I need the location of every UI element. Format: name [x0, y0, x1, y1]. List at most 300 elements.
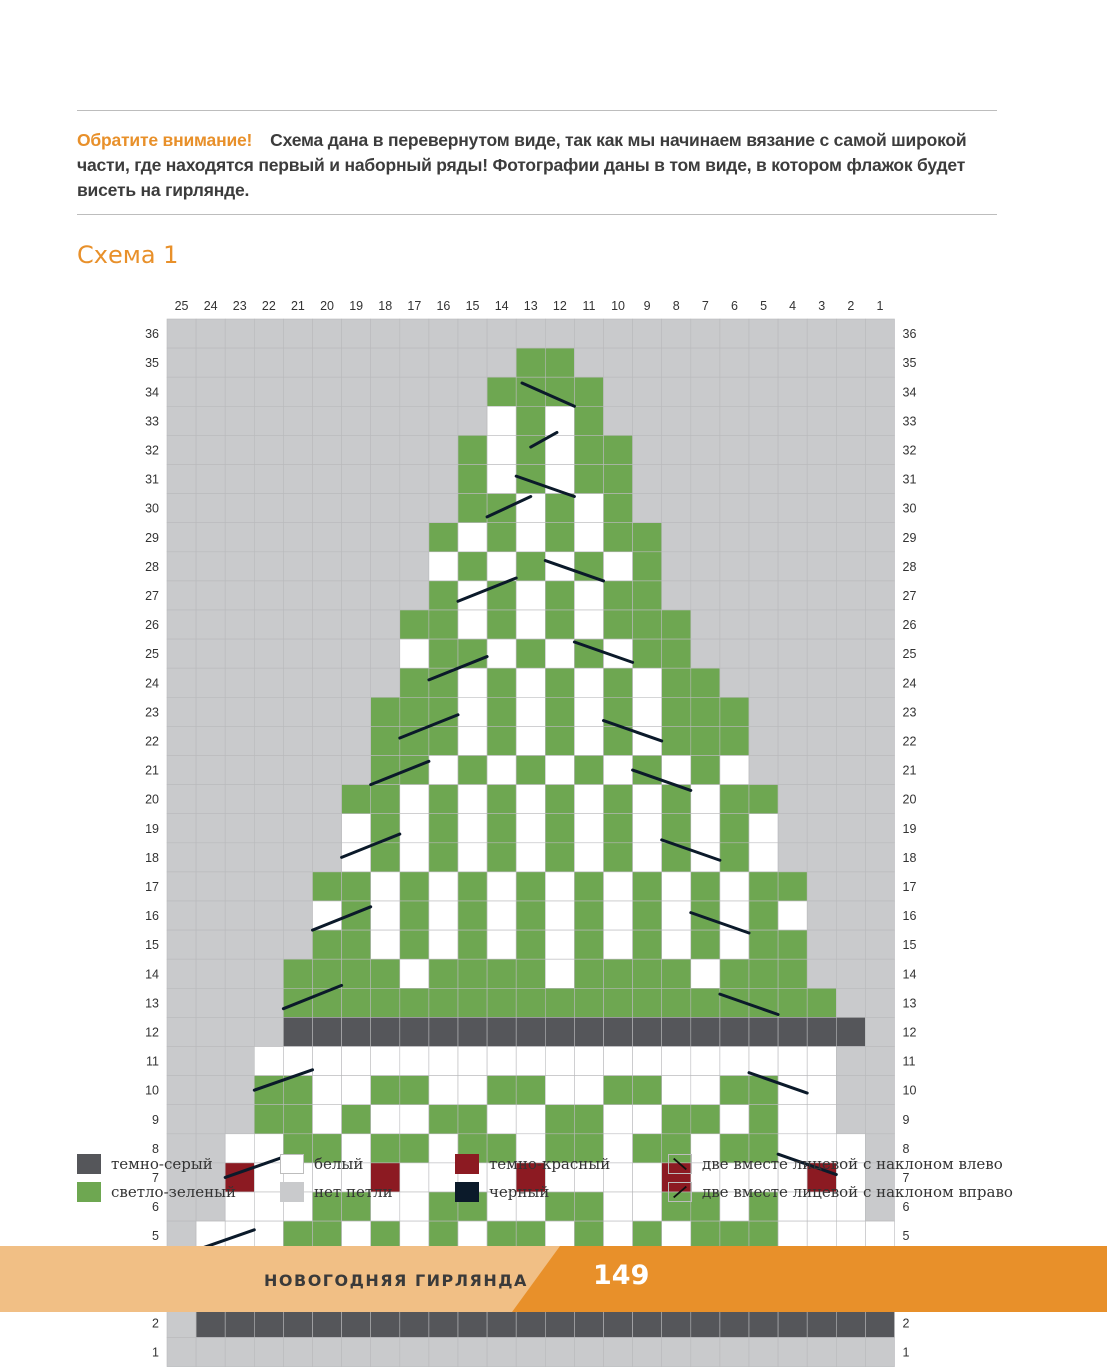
row-label: 35 [145, 356, 159, 371]
chart-cell [633, 785, 662, 814]
chart-cell [545, 348, 574, 377]
row-label: 25 [145, 647, 159, 662]
chart-cell [836, 988, 865, 1017]
chart-cell [487, 1047, 516, 1076]
chart-cell [487, 523, 516, 552]
chart-cell [487, 1308, 516, 1337]
chart-cell [342, 1017, 371, 1046]
chart-cell [691, 377, 720, 406]
row-label: 34 [902, 385, 917, 400]
column-label: 17 [407, 299, 422, 313]
chart-cell [604, 1076, 633, 1105]
dec-right-icon [668, 1182, 692, 1202]
chart-cell [865, 1017, 894, 1046]
chart-cell [778, 872, 807, 901]
chart-cell [225, 552, 254, 581]
chart-cell [836, 435, 865, 464]
chart-cell [371, 726, 400, 755]
chart-cell [633, 843, 662, 872]
chart-cell [662, 872, 691, 901]
chart-cell [749, 552, 778, 581]
chart-cell [254, 1047, 283, 1076]
chart-cell [545, 814, 574, 843]
chart-cell [604, 319, 633, 348]
chart-cell [167, 901, 196, 930]
column-label: 11 [582, 299, 596, 313]
chart-cell [574, 1047, 603, 1076]
chart-cell [545, 843, 574, 872]
row-label: 16 [145, 909, 159, 924]
chart-cell [865, 1308, 894, 1337]
chart-cell [807, 988, 836, 1017]
chart-cell [342, 639, 371, 668]
chart-cell [604, 1047, 633, 1076]
chart-cell [458, 785, 487, 814]
chart-cell [865, 465, 894, 494]
chart-cell [749, 639, 778, 668]
chart-cell [196, 1308, 225, 1337]
chart-cell [720, 872, 749, 901]
chart-cell [167, 348, 196, 377]
chart-cell [167, 1047, 196, 1076]
chart-cell [487, 435, 516, 464]
chart-cell [749, 843, 778, 872]
chart-cell [865, 1338, 894, 1367]
chart-cell [225, 465, 254, 494]
legend-label: темно-красный [489, 1155, 611, 1173]
chart-cell [778, 726, 807, 755]
chart-cell [283, 1105, 312, 1134]
chart-cell [604, 785, 633, 814]
chart-cell [167, 610, 196, 639]
chart-cell [167, 377, 196, 406]
row-label: 9 [902, 1112, 910, 1127]
chart-cell [254, 435, 283, 464]
chart-cell [254, 756, 283, 785]
chart-cell [691, 959, 720, 988]
chart-cell [633, 814, 662, 843]
chart-cell [749, 872, 778, 901]
chart-cell [574, 872, 603, 901]
chart-cell [429, 872, 458, 901]
chart-cell [458, 843, 487, 872]
chart-cell [487, 377, 516, 406]
chart-cell [865, 959, 894, 988]
chart-cell [342, 1338, 371, 1367]
chart-cell [836, 610, 865, 639]
chart-cell [516, 1047, 545, 1076]
chart-cell [778, 435, 807, 464]
chart-cell [545, 1105, 574, 1134]
row-label: 10 [902, 1083, 917, 1098]
chart-cell [429, 785, 458, 814]
chart-cell [604, 552, 633, 581]
chart-cell [313, 843, 342, 872]
chart-cell [313, 639, 342, 668]
chart-cell [225, 348, 254, 377]
chart-cell [778, 1047, 807, 1076]
chart-cell [371, 610, 400, 639]
chart-cell [196, 785, 225, 814]
chart-cell [778, 901, 807, 930]
chart-cell [313, 465, 342, 494]
chart-cell [342, 610, 371, 639]
chart-cell [574, 785, 603, 814]
chart-cell [662, 930, 691, 959]
column-label: 14 [494, 299, 509, 313]
chart-cell [196, 465, 225, 494]
chart-cell [574, 1308, 603, 1337]
chart-cell [604, 959, 633, 988]
chart-cell [836, 552, 865, 581]
chart-cell [458, 1047, 487, 1076]
chart-cell [458, 1308, 487, 1337]
chart-cell [691, 756, 720, 785]
chart-cell [604, 872, 633, 901]
row-label: 28 [145, 559, 159, 574]
chart-cell [778, 319, 807, 348]
chart-cell [429, 406, 458, 435]
chart-cell [516, 697, 545, 726]
chart-cell [633, 959, 662, 988]
chart-cell [371, 319, 400, 348]
chart-cell [545, 1338, 574, 1367]
row-label: 15 [145, 938, 159, 953]
chart-cell [865, 639, 894, 668]
chart-cell [662, 610, 691, 639]
chart-cell [283, 668, 312, 697]
chart-cell [487, 348, 516, 377]
chart-cell [545, 435, 574, 464]
chart-cell [400, 348, 429, 377]
top-rule [77, 110, 997, 111]
row-label: 29 [145, 530, 159, 545]
column-label: 10 [611, 299, 626, 313]
chart-cell [342, 552, 371, 581]
chart-cell [487, 465, 516, 494]
chart-cell [342, 581, 371, 610]
chart-cell [662, 377, 691, 406]
chart-cell [225, 494, 254, 523]
chart-cell [371, 668, 400, 697]
chart-cell [807, 959, 836, 988]
chart-cell [254, 348, 283, 377]
chart-cell [691, 610, 720, 639]
column-label: 15 [465, 299, 480, 313]
chart-cell [225, 581, 254, 610]
chart-cell [865, 756, 894, 785]
chart-cell [574, 843, 603, 872]
chart-cell [283, 1308, 312, 1337]
chart-cell [749, 435, 778, 464]
chart-cell [720, 319, 749, 348]
chart-cell [283, 639, 312, 668]
row-label: 13 [145, 996, 159, 1011]
chart-cell [691, 435, 720, 464]
chart-cell [604, 814, 633, 843]
chart-cell [662, 465, 691, 494]
chart-cell [720, 785, 749, 814]
chart-cell [429, 552, 458, 581]
column-label: 12 [552, 299, 567, 313]
chart-cell [604, 435, 633, 464]
chart-cell [487, 726, 516, 755]
chart-cell [574, 959, 603, 988]
chart-cell [778, 668, 807, 697]
chart-cell [167, 959, 196, 988]
chart-cell [254, 988, 283, 1017]
chart-cell [487, 901, 516, 930]
chart-cell [545, 930, 574, 959]
chart-cell [662, 1338, 691, 1367]
chart-cell [836, 319, 865, 348]
chart-cell [574, 726, 603, 755]
column-label: 7 [701, 299, 709, 313]
chart-cell [458, 377, 487, 406]
chart-cell [167, 465, 196, 494]
attention-note [77, 128, 1002, 203]
chart-cell [749, 319, 778, 348]
row-label: 18 [902, 850, 917, 865]
chart-cell [225, 843, 254, 872]
chart-cell [778, 1105, 807, 1134]
chart-cell [400, 523, 429, 552]
chart-cell [691, 930, 720, 959]
chart-cell [836, 756, 865, 785]
chart-cell [574, 610, 603, 639]
chart-cell [633, 1338, 662, 1367]
chart-cell [458, 435, 487, 464]
chart-cell [458, 872, 487, 901]
row-label: 6 [902, 1200, 910, 1215]
chart-cell [807, 1076, 836, 1105]
legend-label: нет петли [314, 1183, 393, 1201]
chart-cell [662, 523, 691, 552]
chart-cell [371, 1017, 400, 1046]
chart-cell [429, 465, 458, 494]
row-label: 34 [145, 385, 159, 400]
chart-cell [429, 1105, 458, 1134]
chart-cell [283, 494, 312, 523]
chart-cell [487, 1105, 516, 1134]
chart-cell [691, 465, 720, 494]
chart-cell [225, 1105, 254, 1134]
chart-cell [778, 581, 807, 610]
chart-cell [836, 523, 865, 552]
chart-cell [400, 901, 429, 930]
chart-cell [167, 930, 196, 959]
chart-cell [458, 668, 487, 697]
chart-cell [196, 610, 225, 639]
chart-cell [167, 1105, 196, 1134]
row-label: 7 [152, 1170, 159, 1185]
chart-cell [313, 581, 342, 610]
chart-cell [167, 319, 196, 348]
chart-cell [778, 523, 807, 552]
chart-cell [836, 639, 865, 668]
chart-cell [313, 406, 342, 435]
chart-cell [313, 552, 342, 581]
chart-cell [691, 785, 720, 814]
chart-cell [167, 668, 196, 697]
chart-cell [807, 814, 836, 843]
chart-cell [196, 726, 225, 755]
chart-cell [342, 348, 371, 377]
row-label: 11 [146, 1054, 159, 1069]
chart-cell [225, 668, 254, 697]
row-label: 23 [902, 705, 917, 720]
chart-cell [487, 639, 516, 668]
chart-cell [604, 494, 633, 523]
chart-cell [865, 726, 894, 755]
chart-cell [778, 465, 807, 494]
chart-cell [807, 348, 836, 377]
chart-cell [283, 697, 312, 726]
chart-cell [167, 697, 196, 726]
chart-cell [516, 668, 545, 697]
chart-cell [865, 697, 894, 726]
chart-cell [720, 581, 749, 610]
chart-cell [313, 1076, 342, 1105]
chart-cell [429, 988, 458, 1017]
chart-cell [196, 668, 225, 697]
chart-cell [167, 552, 196, 581]
chart-cell [720, 494, 749, 523]
chart-cell [516, 552, 545, 581]
chart-cell [371, 930, 400, 959]
chart-cell [604, 610, 633, 639]
chart-cell [225, 756, 254, 785]
chart-cell [313, 377, 342, 406]
column-label: 19 [349, 299, 364, 313]
chart-cell [749, 610, 778, 639]
chart-cell [313, 930, 342, 959]
chart-cell [167, 1308, 196, 1337]
chart-cell [865, 814, 894, 843]
chart-cell [865, 581, 894, 610]
chart-cell [516, 785, 545, 814]
chart-cell [225, 959, 254, 988]
chart-cell [167, 406, 196, 435]
chart-cell [574, 756, 603, 785]
dec-left-icon [668, 1154, 692, 1174]
chart-cell [167, 523, 196, 552]
chart-cell [167, 756, 196, 785]
chart-cell [865, 843, 894, 872]
legend-item-light-green [77, 1180, 236, 1204]
chart-cell [545, 697, 574, 726]
chart-cell [342, 872, 371, 901]
chart-cell [691, 639, 720, 668]
chart-cell [720, 1076, 749, 1105]
chart-cell [749, 930, 778, 959]
chart-cell [545, 668, 574, 697]
chart-cell [778, 843, 807, 872]
chart-cell [283, 465, 312, 494]
chart-cell [720, 668, 749, 697]
chart-cell [429, 843, 458, 872]
chart-cell [254, 930, 283, 959]
chart-cell [196, 988, 225, 1017]
chart-cell [371, 1076, 400, 1105]
chart-cell [458, 959, 487, 988]
legend [0, 1150, 1107, 1220]
chart-cell [604, 348, 633, 377]
chart-cell [778, 988, 807, 1017]
chart-cell [196, 1338, 225, 1367]
chart-cell [662, 1047, 691, 1076]
chart-cell [662, 319, 691, 348]
chart-cell [545, 581, 574, 610]
swatch-black [455, 1182, 479, 1202]
chart-cell [458, 465, 487, 494]
chart-cell [167, 814, 196, 843]
chart-cell [254, 581, 283, 610]
chart-cell [225, 1338, 254, 1367]
chart-cell [400, 872, 429, 901]
chart-cell [254, 1105, 283, 1134]
chart-cell [371, 523, 400, 552]
chart-cell [574, 348, 603, 377]
chart-cell [836, 465, 865, 494]
chart-cell [604, 668, 633, 697]
chart-cell [749, 1338, 778, 1367]
chart-cell [458, 697, 487, 726]
chart-cell [283, 319, 312, 348]
footer-band [0, 1246, 1107, 1312]
chart-cell [807, 1338, 836, 1367]
chart-cell [749, 523, 778, 552]
chart-cell [487, 843, 516, 872]
chart-cell [196, 639, 225, 668]
note-lead: Обратите внимание! [77, 130, 253, 150]
chart-cell [283, 581, 312, 610]
chart-cell [633, 930, 662, 959]
chart-cell [633, 319, 662, 348]
chart-cell [749, 756, 778, 785]
chart-cell [254, 1308, 283, 1337]
chart-cell [574, 1076, 603, 1105]
row-label: 23 [145, 705, 159, 720]
scheme-title: Схема 1 [77, 241, 179, 269]
chart-cell [807, 930, 836, 959]
chart-cell [633, 610, 662, 639]
chart-cell [400, 377, 429, 406]
chart-cell [225, 639, 254, 668]
legend-label: светло-зеленый [111, 1183, 237, 1201]
chart-cell [836, 1338, 865, 1367]
chart-cell [313, 1017, 342, 1046]
chart-cell [836, 1047, 865, 1076]
row-label: 17 [145, 879, 159, 894]
chart-cell [225, 1017, 254, 1046]
chart-cell [574, 930, 603, 959]
chart-cell [283, 435, 312, 464]
chart-cell [371, 843, 400, 872]
chart-cell [633, 988, 662, 1017]
chart-cell [371, 901, 400, 930]
chart-cell [429, 930, 458, 959]
chart-cell [720, 959, 749, 988]
chart-cell [487, 319, 516, 348]
chart-cell [458, 1076, 487, 1105]
row-label: 6 [152, 1200, 159, 1215]
chart-cell [196, 523, 225, 552]
chart-cell [691, 726, 720, 755]
chart-cell [720, 435, 749, 464]
chart-cell [807, 872, 836, 901]
chart-cell [400, 959, 429, 988]
